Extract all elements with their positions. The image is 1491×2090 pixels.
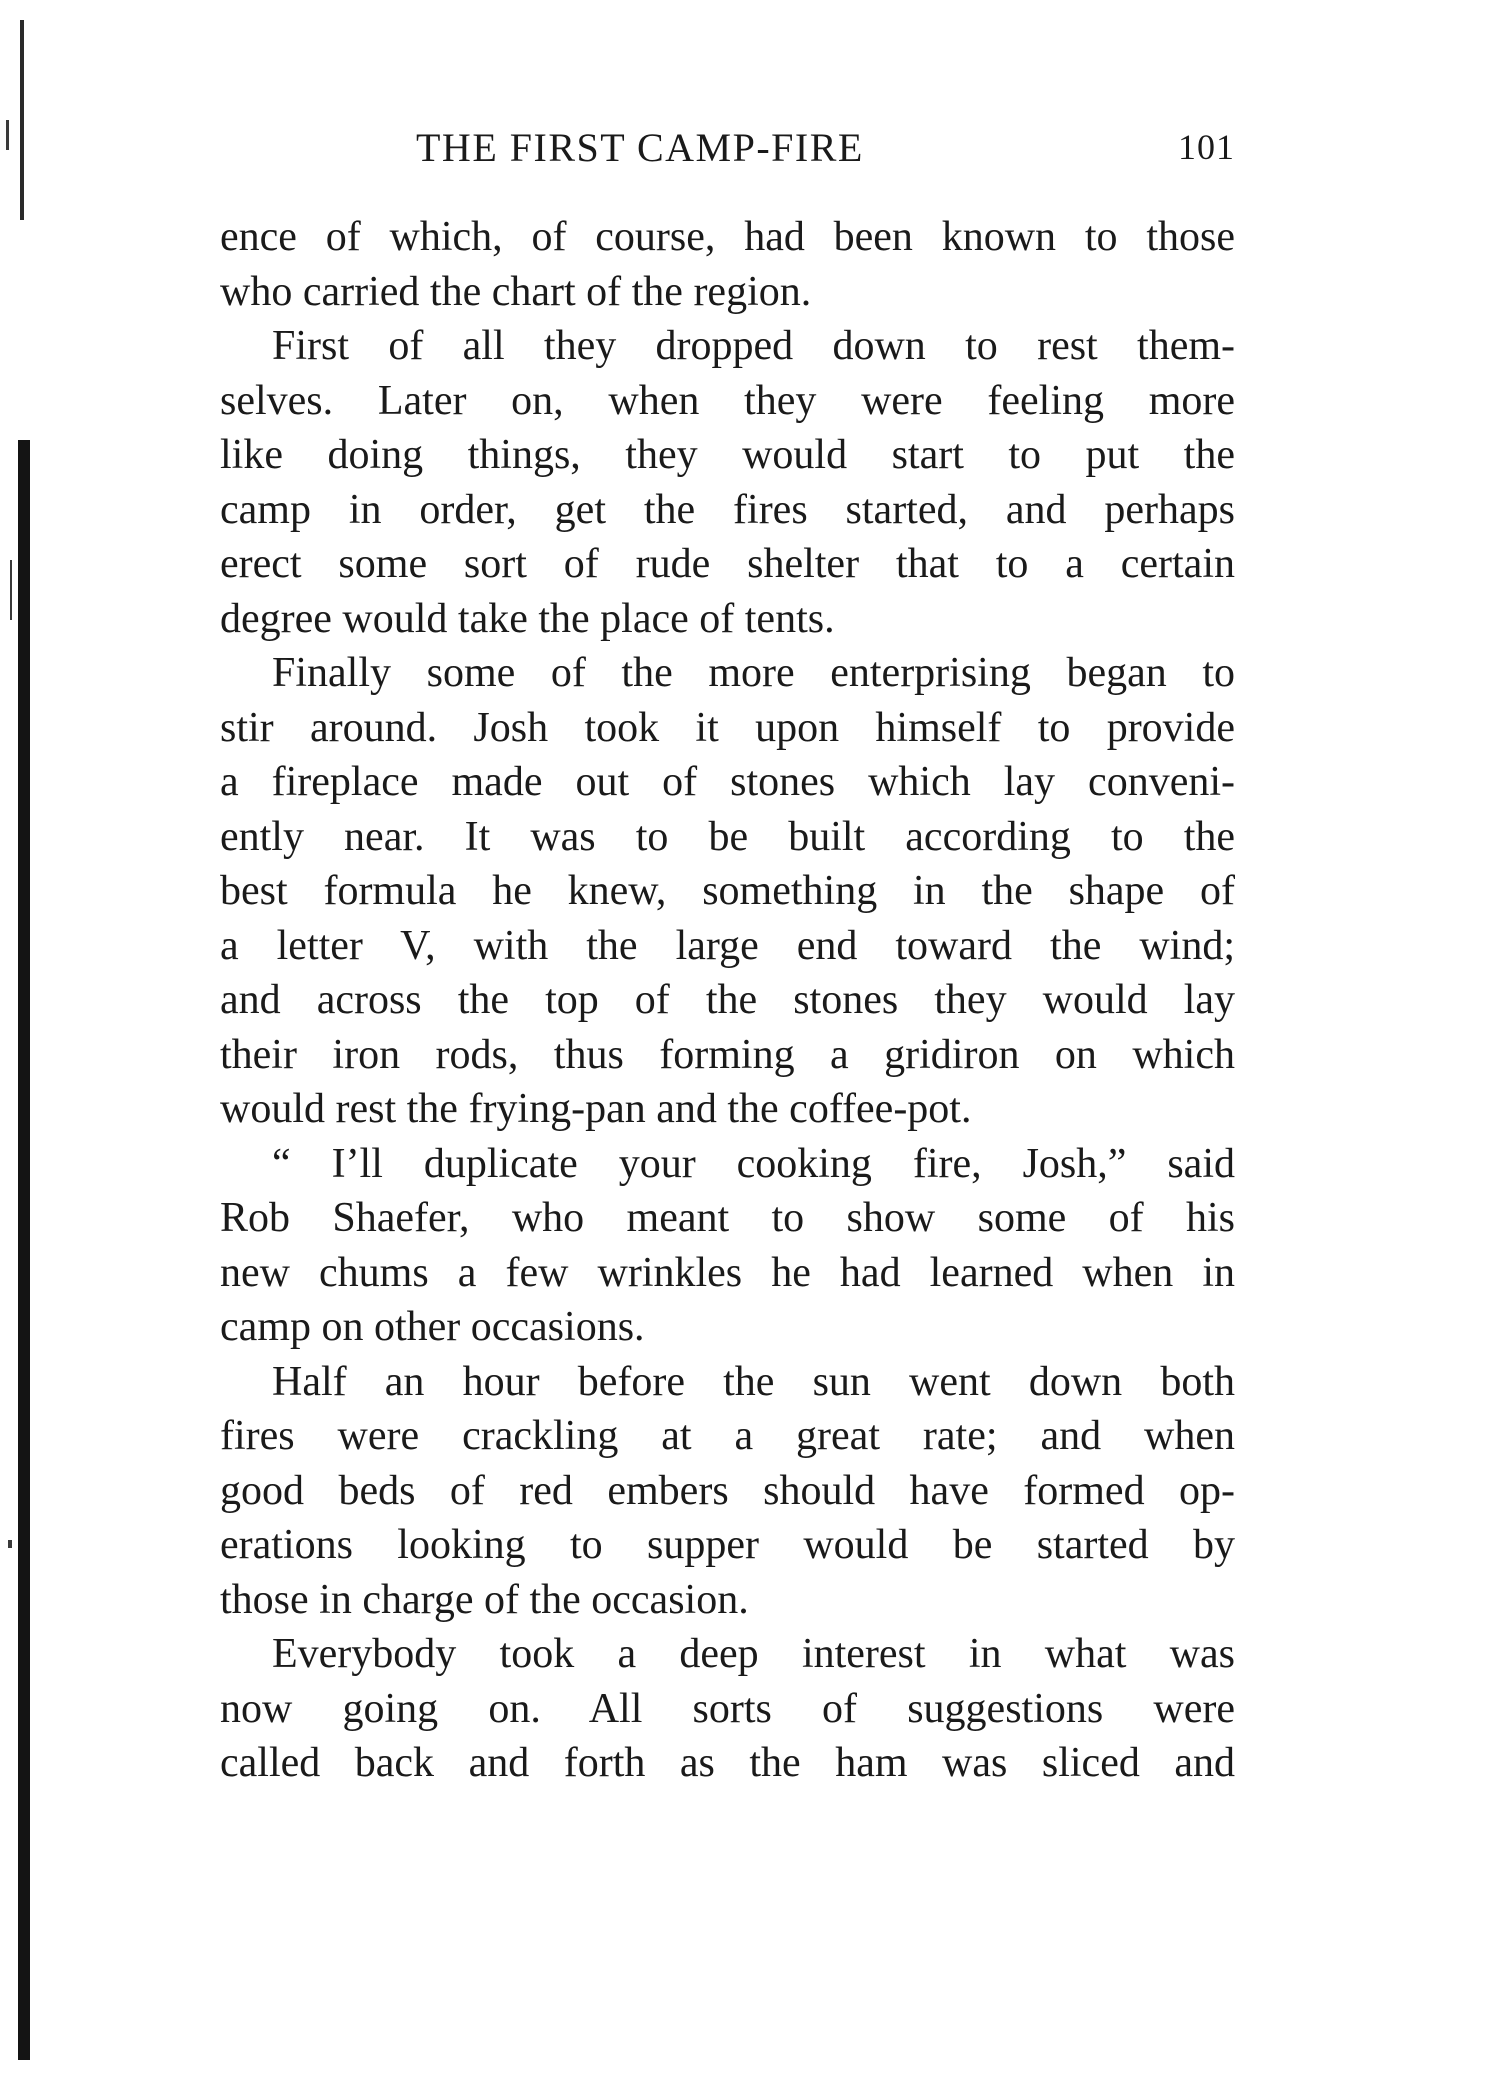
text-line: degree would take the place of tents. bbox=[220, 595, 835, 642]
text-line: a letter V, with the large end toward the wind; bbox=[220, 922, 1235, 969]
text-line: Finally some of the more enterprising began to bbox=[272, 650, 1235, 696]
binding-shadow bbox=[18, 440, 30, 2060]
scan-speck bbox=[10, 560, 12, 620]
text-line: those in charge of the occasion. bbox=[220, 1576, 749, 1623]
text-line: erations looking to supper would be started by bbox=[220, 1522, 1235, 1568]
text-line: like doing things, they would start to put the bbox=[220, 432, 1235, 478]
text-line: would rest the frying-pan and the coffee-pot. bbox=[220, 1086, 972, 1132]
text-line: camp on other occasions. bbox=[220, 1304, 645, 1350]
running-head bbox=[220, 124, 1235, 184]
text-line: ently near. It was to be built according to the bbox=[220, 813, 1235, 860]
text-line: selves. Later on, when they were feeling more bbox=[220, 377, 1235, 424]
text-line: their iron rods, thus forming a gridiron on which bbox=[220, 1031, 1235, 1078]
page-binding-edge bbox=[0, 0, 40, 2090]
text-line: stir around. Josh took it upon himself to provide bbox=[220, 704, 1235, 751]
scan-speck bbox=[6, 120, 9, 150]
text-line: now going on. All sorts of suggestions were bbox=[220, 1685, 1235, 1732]
text-line: Half an hour before the sun went down both bbox=[272, 1358, 1235, 1405]
text-line: best formula he knew, something in the shape of bbox=[220, 868, 1235, 914]
binding-shadow-top bbox=[20, 20, 24, 220]
text-line: good beds of red embers should have formed op- bbox=[220, 1467, 1235, 1514]
running-head-title: THE FIRST CAMP-FIRE bbox=[416, 125, 864, 170]
text-line: who carried the chart of the region. bbox=[220, 268, 812, 315]
text-line: First of all they dropped down to rest them- bbox=[272, 323, 1235, 369]
page-number: 101 bbox=[1178, 127, 1235, 167]
text-line: Rob Shaefer, who meant to show some of his bbox=[220, 1195, 1235, 1241]
text-line: new chums a few wrinkles he had learned when in bbox=[220, 1249, 1235, 1296]
body-text bbox=[220, 210, 1235, 1791]
scan-speck bbox=[8, 1540, 12, 1548]
text-line: Everybody took a deep interest in what was bbox=[272, 1631, 1235, 1677]
text-line: a fireplace made out of stones which lay conveni- bbox=[220, 759, 1235, 805]
text-line: camp in order, get the fires started, and perhaps bbox=[220, 486, 1235, 533]
text-line: “ I’ll duplicate your cooking fire, Josh,” said bbox=[272, 1140, 1235, 1187]
text-line: ence of which, of course, had been known to those bbox=[220, 214, 1235, 260]
text-line: erect some sort of rude shelter that to a certain bbox=[220, 541, 1235, 587]
text-line: and across the top of the stones they would lay bbox=[220, 977, 1235, 1023]
text-line: called back and forth as the ham was sliced and bbox=[220, 1740, 1235, 1786]
text-line: fires were crackling at a great rate; and when bbox=[220, 1413, 1235, 1459]
